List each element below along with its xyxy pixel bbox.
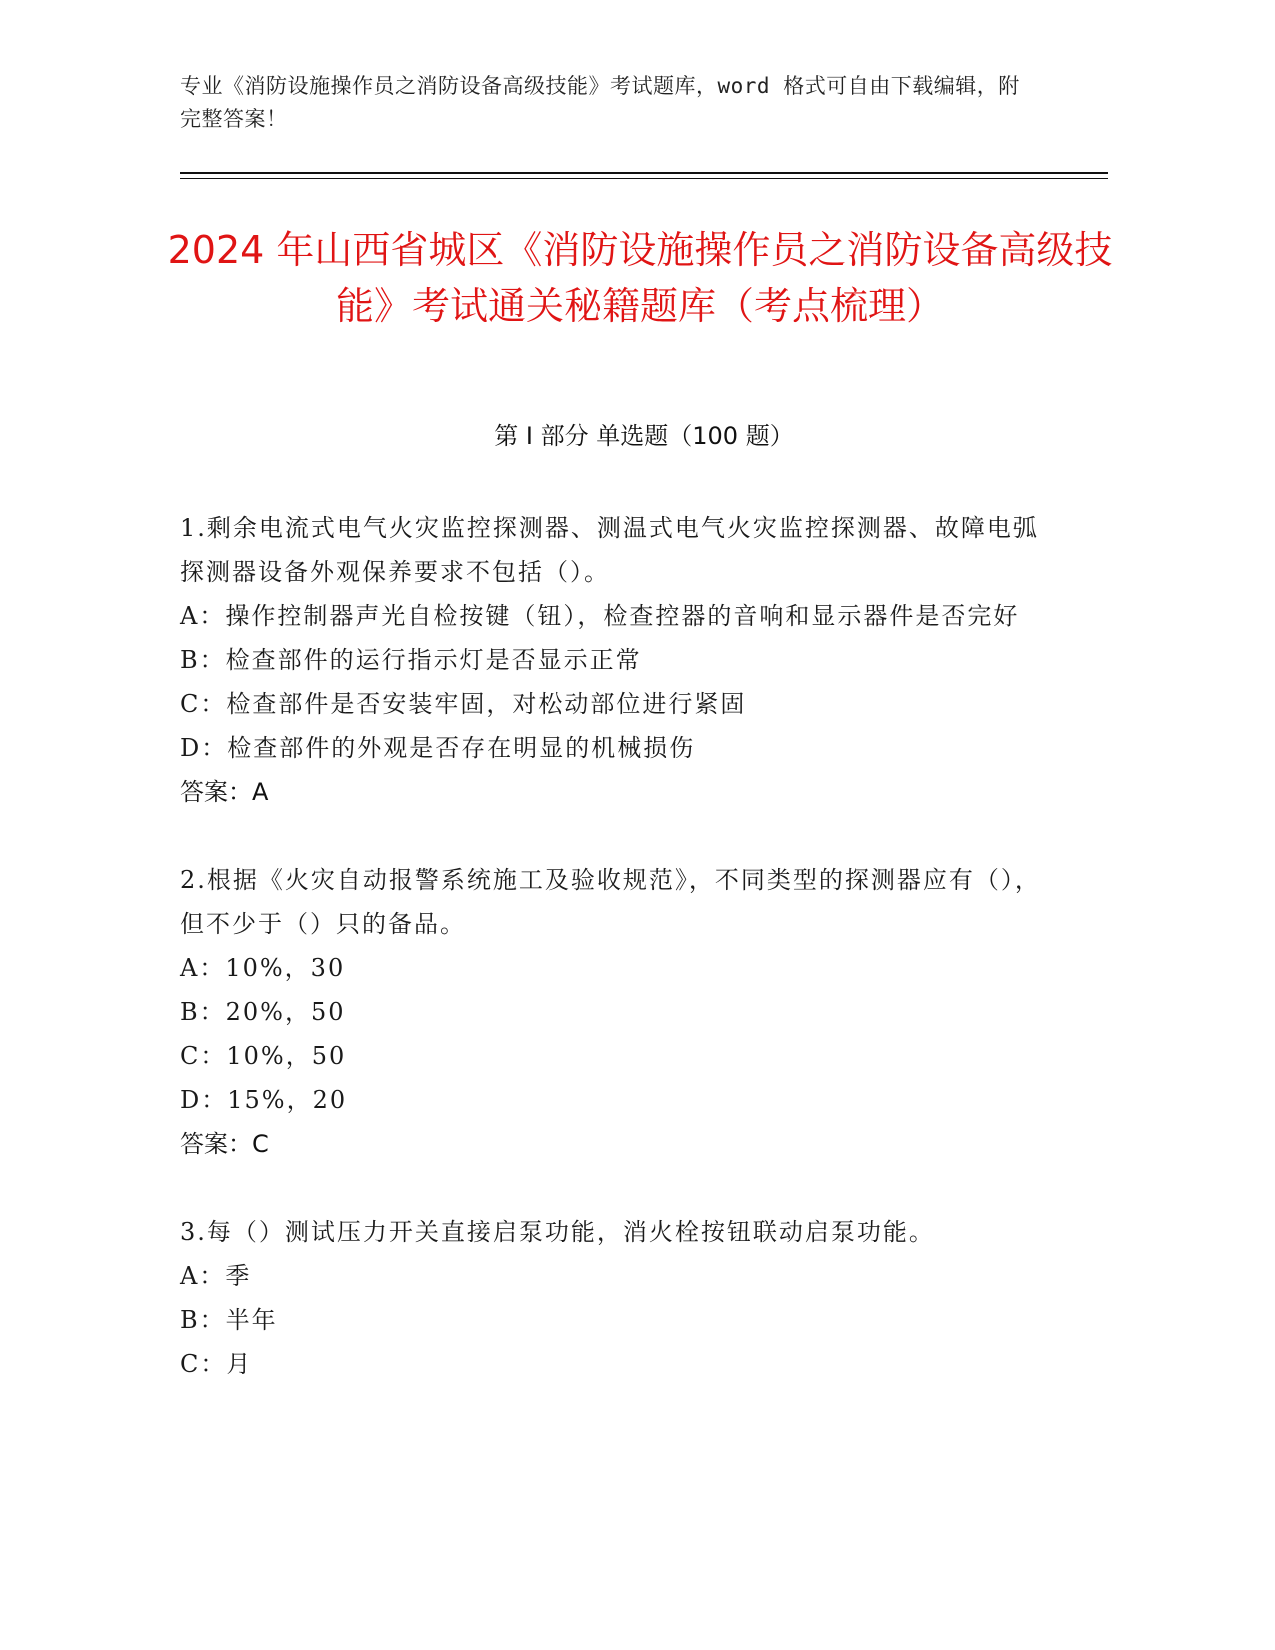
option-a: A：操作控制器声光自检按键（钮），检查控器的音响和显示器件是否完好: [180, 602, 1020, 630]
question-stem: 1.剩余电流式电气火灾监控探测器、测温式电气火灾监控探测器、故障电弧探测器设备外观保养要求不包括（）。: [180, 514, 1039, 586]
answer: 答案：A: [180, 778, 269, 806]
question-stem: 3.每（）测试压力开关直接启泵功能，消火栓按钮联动启泵功能。: [180, 1218, 935, 1246]
option-b: B：20%，50: [180, 998, 346, 1026]
section-title: 第 I 部分 单选题（100 题）: [494, 422, 794, 450]
question-1: [180, 506, 1050, 814]
document-title: 2024 年山西省城区《消防设施操作员之消防设备高级技能》考试通关秘籍题库（考点梳理）: [167, 228, 1113, 328]
option-c: C：月: [180, 1350, 253, 1378]
option-c: C：10%，50: [180, 1042, 347, 1070]
header-note: 专业《消防设施操作员之消防设备高级技能》考试题库，word 格式可自由下载编辑，附完整答案！: [180, 74, 1020, 131]
option-b: B：检查部件的运行指示灯是否显示正常: [180, 646, 642, 674]
header-divider-thin: [180, 178, 1108, 179]
option-a: A：季: [180, 1262, 252, 1290]
option-b: B：半年: [180, 1306, 278, 1334]
option-d: D：15%，20: [180, 1086, 348, 1114]
answer: 答案：C: [180, 1130, 269, 1158]
option-c: C：检查部件是否安装牢固，对松动部位进行紧固: [180, 690, 747, 718]
question-2: [180, 858, 1050, 1166]
header-divider-thick: [180, 172, 1108, 174]
option-d: D：检查部件的外观是否存在明显的机械损伤: [180, 734, 696, 762]
question-list: [180, 506, 1050, 1430]
question-stem: 2.根据《火灾自动报警系统施工及验收规范》，不同类型的探测器应有（），但不少于（）只的备品。: [180, 866, 1041, 938]
question-3: [180, 1210, 1050, 1386]
option-a: A：10%，30: [180, 954, 346, 982]
